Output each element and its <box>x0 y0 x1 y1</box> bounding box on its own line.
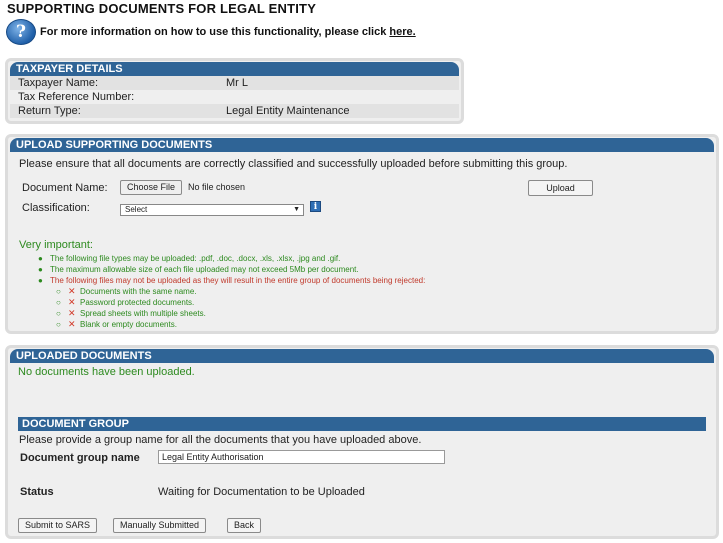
taxpayer-details-panel <box>5 58 464 124</box>
list-item <box>38 297 425 308</box>
bullet-icon: ● <box>38 265 43 274</box>
submit-to-sars-button[interactable]: Submit to SARS <box>18 518 97 533</box>
uploaded-documents-header: UPLOADED DOCUMENTS <box>10 349 714 363</box>
upload-rules-list <box>38 253 425 330</box>
taxpayer-name-value: Mr L <box>226 77 248 89</box>
upload-documents-panel <box>5 134 719 334</box>
circle-bullet-icon: ○ <box>56 309 61 318</box>
rule-text: The maximum allowable size of each file uploaded may not exceed 5Mb per document. <box>50 265 359 274</box>
tax-reference-label: Tax Reference Number: <box>18 91 135 103</box>
rejected-text: Spread sheets with multiple sheets. <box>80 309 206 318</box>
help-link[interactable]: here. <box>389 26 416 38</box>
chevron-down-icon: ▼ <box>293 206 300 213</box>
info-icon[interactable]: i <box>310 201 321 212</box>
list-item <box>38 308 425 319</box>
upload-instruction: Please ensure that all documents are correctly classified and successfully uploaded before submitting this group. <box>19 158 568 170</box>
question-mark-icon[interactable]: ? <box>6 19 36 45</box>
file-status: No file chosen <box>188 182 246 192</box>
help-row <box>6 19 416 45</box>
taxpayer-name-label: Taxpayer Name: <box>18 77 99 89</box>
document-group-instruction: Please provide a group name for all the documents that you have uploaded above. <box>19 434 422 446</box>
rejected-text: Documents with the same name. <box>80 287 197 296</box>
document-group-name-label: Document group name <box>20 452 140 464</box>
no-documents-message: No documents have been uploaded. <box>18 366 195 378</box>
document-name-label: Document Name: <box>22 182 108 194</box>
list-item <box>38 264 425 275</box>
help-text-label: For more information on how to use this functionality, please click <box>40 26 390 38</box>
status-label: Status <box>20 486 54 498</box>
x-mark-icon: ✕ <box>68 319 76 329</box>
list-item <box>38 253 425 264</box>
circle-bullet-icon: ○ <box>56 320 61 329</box>
x-mark-icon: ✕ <box>68 286 76 296</box>
classification-select[interactable] <box>120 204 304 216</box>
rejected-text: Password protected documents. <box>80 298 195 307</box>
list-item <box>38 286 425 297</box>
rejected-text: Blank or empty documents. <box>80 320 177 329</box>
circle-bullet-icon: ○ <box>56 298 61 307</box>
document-group-name-input[interactable]: Legal Entity Authorisation <box>158 450 445 464</box>
status-value: Waiting for Documentation to be Uploaded <box>158 486 365 498</box>
upload-button[interactable]: Upload <box>528 180 593 196</box>
document-group-header: DOCUMENT GROUP <box>18 417 706 431</box>
choose-file-button[interactable]: Choose File <box>120 180 182 195</box>
very-important-label: Very important: <box>19 239 93 251</box>
taxpayer-row <box>10 90 459 104</box>
rule-text: The following files may not be uploaded as they will result in the entire group of documents being rejected: <box>50 276 426 285</box>
x-mark-icon: ✕ <box>68 297 76 307</box>
return-type-label: Return Type: <box>18 105 81 117</box>
bullet-icon: ● <box>38 276 43 285</box>
list-item <box>38 275 425 286</box>
upload-documents-header: UPLOAD SUPPORTING DOCUMENTS <box>10 138 714 152</box>
classification-label: Classification: <box>22 202 90 214</box>
bullet-icon: ● <box>38 254 43 263</box>
page-title: SUPPORTING DOCUMENTS FOR LEGAL ENTITY <box>7 1 317 16</box>
uploaded-documents-panel <box>5 345 719 539</box>
rule-text: The following file types may be uploaded: .pdf, .doc, .docx, .xls, .xlsx, .jpg and .gif. <box>50 254 341 263</box>
taxpayer-row <box>10 104 459 118</box>
manually-submitted-button[interactable]: Manually Submitted <box>113 518 206 533</box>
classification-selected-value: Select <box>125 205 148 214</box>
circle-bullet-icon: ○ <box>56 287 61 296</box>
return-type-value: Legal Entity Maintenance <box>226 105 350 117</box>
list-item <box>38 319 425 330</box>
taxpayer-details-header: TAXPAYER DETAILS <box>10 62 459 76</box>
taxpayer-row <box>10 76 459 90</box>
x-mark-icon: ✕ <box>68 308 76 318</box>
help-text <box>40 26 416 38</box>
back-button[interactable]: Back <box>227 518 261 533</box>
